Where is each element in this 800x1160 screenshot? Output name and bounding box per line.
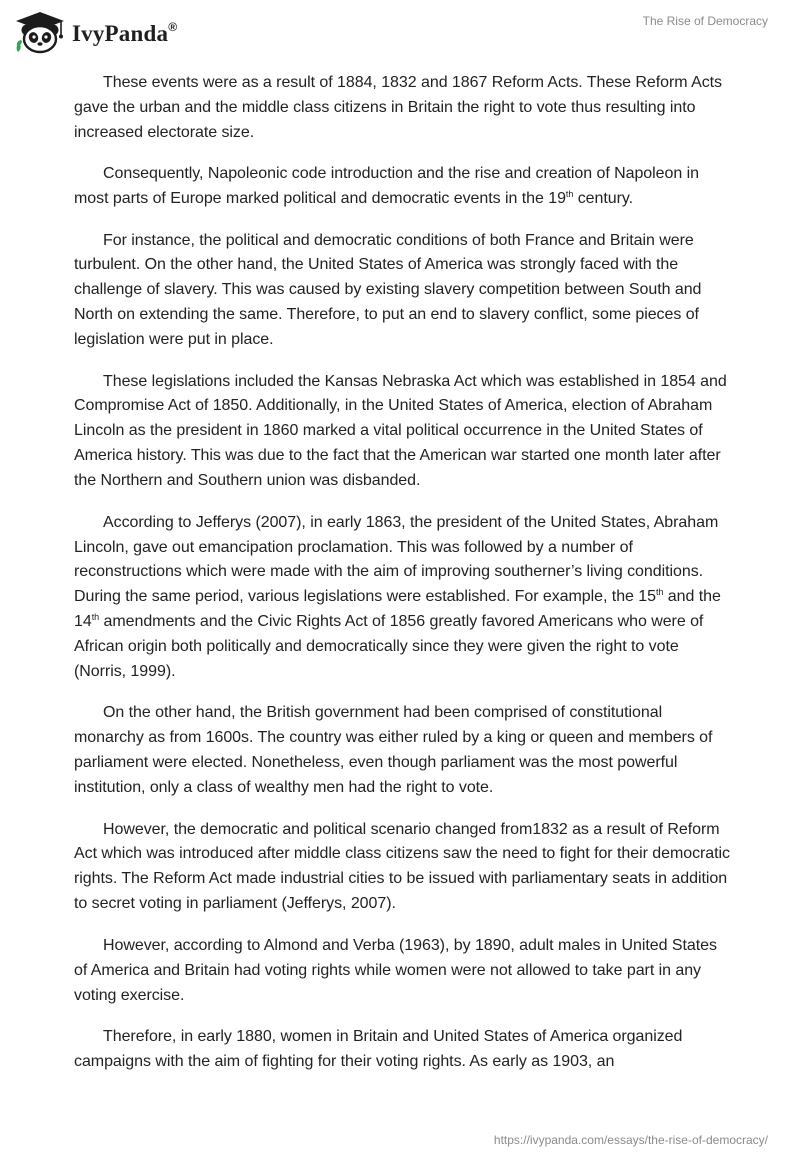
paragraph-text: century. [573,190,634,208]
paragraph-text: For instance, the political and democratic conditions of both France and Britain were turbulent. On the other hand, the United States of America was strongly faced with the challenge of slavery. This was caused by existing slavery competition between South and North on extending the same. Therefore, to put an end to slavery conflict, some pieces of legislation were put in place. [74,231,702,349]
paragraph-text: However, according to Almond and Verba (1963), by 1890, adult males in United States of America and Britain had voting rights while women were not allowed to take part in any voting exercise. [74,936,717,1004]
panda-graduate-icon [14,10,66,54]
paragraph-text: Therefore, in early 1880, women in Britain and United States of America organized campaigns with the aim of fighting for their voting rights. As early as 1903, an [74,1027,683,1070]
paragraph-text: amendments and the Civic Rights Act of 1856 greatly favored Americans who were of African origin both politically and democratically since they were given the right to vote (Norris, 1999). [74,613,704,681]
page-header [0,0,800,60]
essay-paragraph [74,162,734,212]
paragraph-text: However, the democratic and political scenario changed from1832 as a result of Reform Act which was introduced after middle class citizens saw the need to fight for their democratic rights. The Reform Act made industrial cities to be issued with parliamentary seats in addition to secret voting in parliament (Jefferys, 2007). [74,820,731,913]
paragraph-text: These legislations included the Kansas Nebraska Act which was established in 1854 and Compromise Act of 1850. Additionally, in the United States of America, election of Abraham Lincoln as the president in 1860 marked a vital political occurrence in the United States of America history. This was due to the fact that the American war started one month later after the Northern and Southern union was disbanded. [74,372,727,490]
paragraph-text: These events were as a result of 1884, 1832 and 1867 Reform Acts. These Reform Acts gave the urban and the middle class citizens in Britain the right to vote thus resulting into increased electorate size. [74,74,723,141]
essay-paragraph [74,511,734,685]
paragraph-text: On the other hand, the British government had been comprised of constitutional monarchy as from 1600s. The country was either ruled by a king or queen and members of parliament were elected. Nonetheless, even though parliament was the most powerful institution, only a class of wealthy men had the right to vote. [74,704,713,797]
essay-paragraph [74,370,734,495]
source-url[interactable]: https://ivypanda.com/essays/the-rise-of-democracy/ [493,1133,768,1147]
ordinal-superscript: th [565,189,574,200]
ordinal-superscript: th [91,612,100,623]
paragraph-text: According to Jefferys (2007), in early 1863, the president of the United States, Abraham Lincoln, gave out emancipation proclamation. This was followed by a number of reconstructions which were made with the aim of improving southerner’s living conditions. During the same period, various legislations were established. For example, the 15 [74,513,719,606]
paragraph-text: Consequently, Napoleonic code introduction and the rise and creation of Napoleon in most parts of Europe marked political and democratic events in the 19 [74,165,699,208]
essay-paragraph [74,229,734,354]
paragraph-text: and the 14 [74,588,721,631]
ordinal-superscript: th [656,587,664,598]
essay-paragraph [74,934,734,1009]
essay-paragraph [74,71,734,146]
essay-paragraph [74,1025,734,1075]
essay-paragraph [74,818,734,918]
ivypanda-logo[interactable] [14,10,177,54]
essay-paragraph [74,701,734,801]
logo-wordmark: IvyPanda® [72,19,178,46]
essay-body [74,71,734,1091]
document-title: The Rise of Democracy [642,14,768,28]
